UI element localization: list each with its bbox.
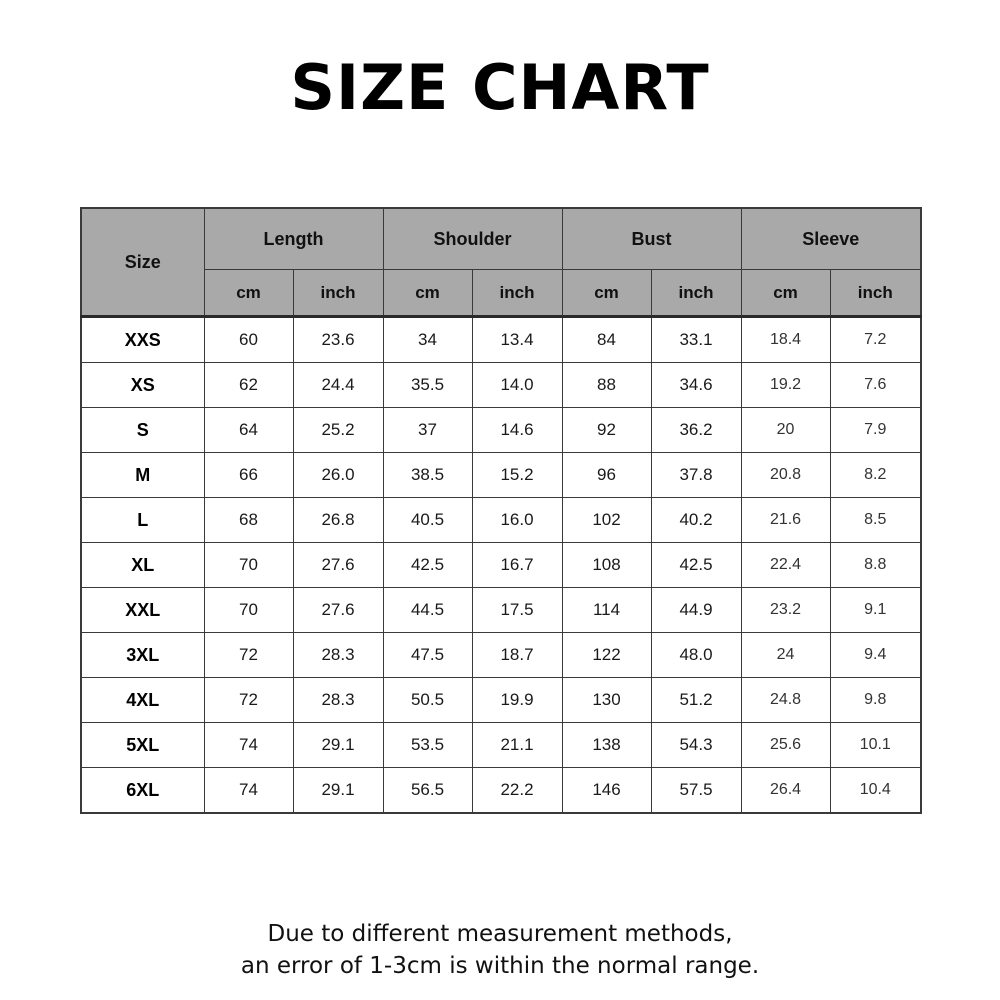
value-cell: 8.5 [830, 498, 921, 543]
table-row [81, 317, 921, 363]
value-cell: 20.8 [741, 453, 830, 498]
value-cell: 146 [562, 768, 651, 814]
value-cell: 8.2 [830, 453, 921, 498]
size-label: S [81, 408, 204, 453]
value-cell: 16.7 [472, 543, 562, 588]
size-label: XXS [81, 317, 204, 363]
value-cell: 96 [562, 453, 651, 498]
table-body [81, 317, 921, 814]
size-label: XXL [81, 588, 204, 633]
unit-header-length-cm: cm [204, 270, 293, 317]
table-row [81, 543, 921, 588]
value-cell: 42.5 [383, 543, 472, 588]
value-cell: 26.8 [293, 498, 383, 543]
value-cell: 74 [204, 723, 293, 768]
value-cell: 28.3 [293, 633, 383, 678]
group-header-length: Length [204, 208, 383, 270]
value-cell: 54.3 [651, 723, 741, 768]
value-cell: 51.2 [651, 678, 741, 723]
value-cell: 9.4 [830, 633, 921, 678]
unit-header-length-inch: inch [293, 270, 383, 317]
value-cell: 92 [562, 408, 651, 453]
value-cell: 84 [562, 317, 651, 363]
value-cell: 62 [204, 363, 293, 408]
value-cell: 9.1 [830, 588, 921, 633]
size-label: XL [81, 543, 204, 588]
value-cell: 70 [204, 543, 293, 588]
value-cell: 7.6 [830, 363, 921, 408]
table-row [81, 453, 921, 498]
value-cell: 40.5 [383, 498, 472, 543]
value-cell: 72 [204, 678, 293, 723]
value-cell: 26.4 [741, 768, 830, 814]
table-row [81, 678, 921, 723]
value-cell: 25.2 [293, 408, 383, 453]
size-label: XS [81, 363, 204, 408]
value-cell: 18.7 [472, 633, 562, 678]
value-cell: 29.1 [293, 768, 383, 814]
value-cell: 34.6 [651, 363, 741, 408]
value-cell: 74 [204, 768, 293, 814]
value-cell: 40.2 [651, 498, 741, 543]
measurement-note [0, 918, 1000, 982]
value-cell: 37 [383, 408, 472, 453]
value-cell: 130 [562, 678, 651, 723]
note-line-2: an error of 1-3cm is within the normal range. [240, 953, 760, 979]
table-row [81, 633, 921, 678]
value-cell: 53.5 [383, 723, 472, 768]
size-chart-table [80, 207, 922, 814]
value-cell: 114 [562, 588, 651, 633]
value-cell: 57.5 [651, 768, 741, 814]
value-cell: 102 [562, 498, 651, 543]
value-cell: 14.6 [472, 408, 562, 453]
group-header-bust: Bust [562, 208, 741, 270]
table-row [81, 498, 921, 543]
value-cell: 21.6 [741, 498, 830, 543]
value-cell: 47.5 [383, 633, 472, 678]
unit-header-sleeve-cm: cm [741, 270, 830, 317]
value-cell: 64 [204, 408, 293, 453]
value-cell: 19.2 [741, 363, 830, 408]
value-cell: 26.0 [293, 453, 383, 498]
size-column-header: Size [81, 208, 204, 317]
value-cell: 19.9 [472, 678, 562, 723]
value-cell: 15.2 [472, 453, 562, 498]
value-cell: 20 [741, 408, 830, 453]
chart-title: SIZE CHART [290, 51, 710, 124]
group-header-shoulder: Shoulder [383, 208, 562, 270]
value-cell: 138 [562, 723, 651, 768]
value-cell: 7.9 [830, 408, 921, 453]
size-label: M [81, 453, 204, 498]
value-cell: 42.5 [651, 543, 741, 588]
value-cell: 29.1 [293, 723, 383, 768]
value-cell: 8.8 [830, 543, 921, 588]
value-cell: 70 [204, 588, 293, 633]
note-line-1: Due to different measurement methods, [267, 921, 733, 947]
size-label: 3XL [81, 633, 204, 678]
value-cell: 21.1 [472, 723, 562, 768]
group-header-sleeve: Sleeve [741, 208, 921, 270]
size-label: 4XL [81, 678, 204, 723]
unit-header-bust-cm: cm [562, 270, 651, 317]
value-cell: 7.2 [830, 317, 921, 363]
table-row [81, 363, 921, 408]
value-cell: 72 [204, 633, 293, 678]
value-cell: 33.1 [651, 317, 741, 363]
value-cell: 88 [562, 363, 651, 408]
value-cell: 17.5 [472, 588, 562, 633]
unit-header-shoulder-cm: cm [383, 270, 472, 317]
value-cell: 44.5 [383, 588, 472, 633]
unit-header-row [81, 270, 921, 317]
value-cell: 9.8 [830, 678, 921, 723]
value-cell: 22.2 [472, 768, 562, 814]
value-cell: 27.6 [293, 543, 383, 588]
value-cell: 60 [204, 317, 293, 363]
value-cell: 28.3 [293, 678, 383, 723]
value-cell: 50.5 [383, 678, 472, 723]
value-cell: 18.4 [741, 317, 830, 363]
size-label: L [81, 498, 204, 543]
value-cell: 10.4 [830, 768, 921, 814]
unit-header-bust-inch: inch [651, 270, 741, 317]
table-row [81, 723, 921, 768]
value-cell: 36.2 [651, 408, 741, 453]
value-cell: 37.8 [651, 453, 741, 498]
value-cell: 23.6 [293, 317, 383, 363]
table-row [81, 588, 921, 633]
value-cell: 24.4 [293, 363, 383, 408]
group-header-row [81, 208, 921, 270]
value-cell: 35.5 [383, 363, 472, 408]
value-cell: 34 [383, 317, 472, 363]
value-cell: 14.0 [472, 363, 562, 408]
value-cell: 122 [562, 633, 651, 678]
value-cell: 25.6 [741, 723, 830, 768]
value-cell: 56.5 [383, 768, 472, 814]
value-cell: 68 [204, 498, 293, 543]
table-header [81, 208, 921, 317]
value-cell: 10.1 [830, 723, 921, 768]
size-label: 6XL [81, 768, 204, 814]
value-cell: 38.5 [383, 453, 472, 498]
value-cell: 24.8 [741, 678, 830, 723]
value-cell: 44.9 [651, 588, 741, 633]
value-cell: 48.0 [651, 633, 741, 678]
size-label: 5XL [81, 723, 204, 768]
unit-header-sleeve-inch: inch [830, 270, 921, 317]
value-cell: 108 [562, 543, 651, 588]
unit-header-shoulder-inch: inch [472, 270, 562, 317]
value-cell: 22.4 [741, 543, 830, 588]
value-cell: 13.4 [472, 317, 562, 363]
table-row [81, 768, 921, 814]
value-cell: 24 [741, 633, 830, 678]
value-cell: 27.6 [293, 588, 383, 633]
table-row [81, 408, 921, 453]
value-cell: 23.2 [741, 588, 830, 633]
value-cell: 66 [204, 453, 293, 498]
value-cell: 16.0 [472, 498, 562, 543]
